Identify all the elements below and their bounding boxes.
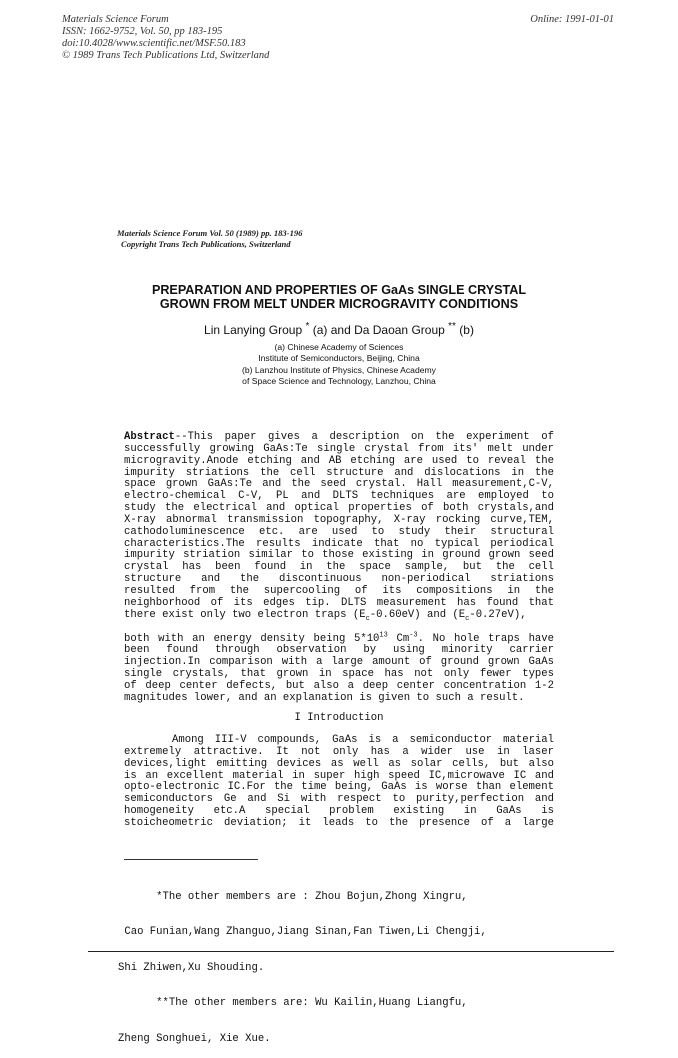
trap-subscript: c <box>465 614 470 623</box>
abstract-line: characteristics.The results indicate that no typical periodical <box>124 537 554 550</box>
footnote-line: *The other members are : Zhou Bojun,Zhong Xingru, <box>118 890 468 903</box>
abstract-line: space grown GaAs:Te and the seed crystal. Hall measurement,C-V, <box>124 478 554 491</box>
footnote-line: Cao Funian,Wang Zhanguo,Jiang Sinan,Fan Tiwen,Li Chengji, <box>118 926 487 939</box>
footnote-line: Zheng Songhuei, Xie Xue. <box>118 1032 271 1045</box>
intro-line: stoicheometric deviation; it leads to the presence of a large <box>124 816 554 829</box>
abstract-line: electro-chemical C-V, PL and DLTS techniques are employed to <box>124 490 554 503</box>
author-mark-b: ** <box>448 321 456 332</box>
affiliations <box>0 342 678 388</box>
abstract-line: injection.In comparison with a large amount of ground grown GaAs <box>124 656 554 669</box>
intro-line: opto-electronic IC.For the time being, GaAs is worse than element <box>124 781 554 794</box>
intro-line: devices,light emitting devices as well as solar cells, but also <box>124 757 554 770</box>
abstract-line: impurity striations the cell structure and dislocations in the <box>124 466 554 479</box>
trap-1-value: -0.60eV) and (E <box>369 608 466 621</box>
abstract-line: been found through observation by using minority carrier <box>124 644 554 657</box>
author-group-a: Lin Lanying Group <box>204 323 303 337</box>
copyright-line: © 1989 Trans Tech Publications Ltd, Switzerland <box>62 50 270 61</box>
intro-line: semiconductors Ge and Si with respect to purity,perfection and <box>124 793 554 806</box>
trap-2-value: -0.27eV), <box>469 608 527 621</box>
journal-name: Materials Science Forum <box>62 14 169 25</box>
title-line-1: PREPARATION AND PROPERTIES OF GaAs SINGLE CRYSTAL <box>151 283 527 297</box>
author-mark-a: * <box>305 321 310 332</box>
author-tag-b: (b) <box>459 323 474 337</box>
footnote-line: **The other members are: Wu Kailin,Huang Liangfu, <box>118 997 468 1010</box>
paper-title <box>0 283 678 311</box>
density-unit-exponent: -3 <box>409 630 418 639</box>
affiliation-line: of Space Science and Technology, Lanzhou, China <box>242 376 436 387</box>
abstract-line: single crystals, that grown in space has not only fewer types <box>124 668 554 681</box>
introduction-body <box>124 735 554 830</box>
abstract-line: successfully growing GaAs:Te single crystal from its' melt under <box>124 442 554 455</box>
abstract-line: X-ray abnormal transmission topography, X-ray rocking curve,TEM, <box>124 513 554 526</box>
density-unit: Cm <box>396 632 410 645</box>
abstract-line: resulted from the supercooling of its compositions in the <box>124 584 554 597</box>
abstract-label: Abstract <box>124 431 175 443</box>
intro-line: extremely attractive. It not only has a wider use in laser <box>124 745 554 758</box>
abstract-line: crystal has been found in the space sample, but the cell <box>124 561 554 574</box>
journal-copyright-line: Copyright Trans Tech Publications, Switzerland <box>121 239 291 249</box>
traps-text: there exist only two electron traps (E <box>124 608 366 621</box>
abstract-line: structure and the discontinuous non-periodical striations <box>124 573 554 586</box>
affiliation-line: (a) Chinese Academy of Sciences <box>274 342 404 352</box>
footnote-rule <box>124 859 258 860</box>
authors-line <box>0 323 678 337</box>
intro-line: is an excellent material in super high speed IC,microwave IC and <box>124 769 554 782</box>
page-bottom-rule <box>88 951 614 952</box>
density-exponent: 13 <box>379 630 388 639</box>
footnote-line: Shi Zhiwen,Xu Shouding. <box>118 961 265 974</box>
doi-line: doi:10.4028/www.scientific.net/MSF.50.183 <box>62 38 246 49</box>
issn-line: ISSN: 1662-9752, Vol. 50, pp 183-195 <box>62 26 223 37</box>
abstract-text: --This paper gives a description on the experiment of <box>174 431 554 443</box>
abstract-traps-line <box>124 610 554 622</box>
abstract-last-line: magnitudes lower, and an explanation is given to such a result. <box>124 691 525 704</box>
online-date: Online: 1991-01-01 <box>530 14 614 25</box>
density-post-text: . No hole traps have <box>417 632 554 645</box>
abstract-line: of deep center defects, but also a deep center concentration 1-2 <box>124 679 554 692</box>
intro-line: homogeneity etc.A special problem existing in GaAs is <box>124 805 554 818</box>
footnotes <box>118 868 578 1058</box>
journal-reference-line: Materials Science Forum Vol. 50 (1989) pp. 183-196 <box>117 228 303 238</box>
density-text: both with an energy density being 5*10 <box>124 632 380 645</box>
abstract-line: impurity striation similar to those existing in ground grown seed <box>124 549 554 562</box>
affiliation-line: (b) Lanzhou Institute of Physics, Chinese Academy <box>242 364 436 375</box>
trap-subscript: c <box>365 614 370 623</box>
publisher-header <box>62 14 269 62</box>
author-group-b: (a) and Da Daoan Group <box>312 323 445 337</box>
abstract <box>124 432 554 705</box>
title-line-2: GROWN FROM MELT UNDER MICROGRAVITY CONDITIONS <box>159 297 519 311</box>
journal-reference <box>117 228 302 250</box>
abstract-line: neighborhood of its edges tip. DLTS measurement has found that <box>124 596 554 609</box>
abstract-line: cathodoluminescence etc. are used to study their structural <box>124 525 554 538</box>
intro-line: Among III-V compounds, GaAs is a semiconductor material <box>172 734 554 746</box>
abstract-line: microgravity.Anode etching and AB etching are used to reveal the <box>124 454 554 467</box>
affiliation-line: Institute of Semiconductors, Beijing, China <box>258 353 420 364</box>
section-heading: I Introduction <box>294 712 384 724</box>
abstract-line: study the electrical and optical properties of both crystals,and <box>124 502 554 515</box>
